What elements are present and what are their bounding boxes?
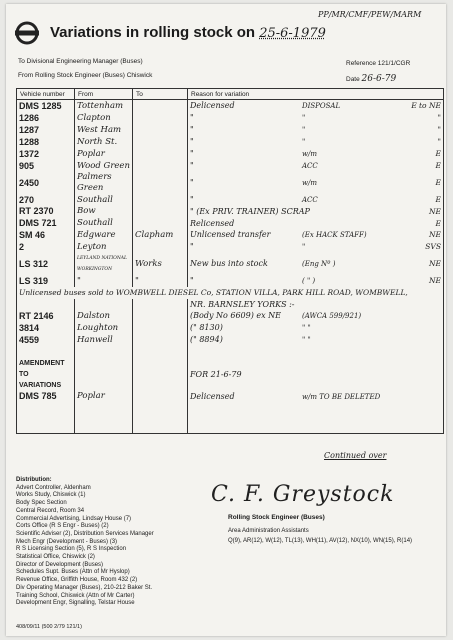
reason-text: Delicensed <box>190 101 235 110</box>
cell-from: Loughton <box>75 322 133 334</box>
row-note: Unlicensed buses sold to WOMBWELL DIESEL Co, STATION VILLA, PARK HILL ROAD, WOMBWELL, <box>17 287 444 299</box>
cell-from: Tottenham <box>75 100 133 113</box>
cell-reason <box>188 346 444 358</box>
cell-to <box>133 206 188 218</box>
table-row <box>17 334 444 346</box>
reason-text: New bus into stock <box>190 259 268 268</box>
distribution-line: Commercial Advertising, Lindsay House (7) <box>16 515 132 522</box>
cell-from: Poplar <box>75 148 133 160</box>
cell-vehicle: 1372 <box>17 148 75 160</box>
title-date: 25-6-1979 <box>259 26 326 41</box>
cell-vehicle: 1288 <box>17 136 75 148</box>
cell-to <box>133 100 188 113</box>
cell-reason <box>188 275 444 287</box>
reason-text: NR. BARNSLEY YORKS :- <box>190 299 295 309</box>
table-row <box>17 391 444 403</box>
from-line: From Rolling Stock Engineer (Buses) Chiswick <box>18 72 153 79</box>
distribution-line: Mech Engr (Development - Buses) (3) <box>16 538 118 545</box>
cell-vehicle: RT 2370 <box>17 206 75 218</box>
table-row <box>17 299 444 311</box>
reason-extra: " <box>302 138 306 146</box>
reason-extra: " " <box>302 336 311 344</box>
reference-label: Reference 121/1/CGR <box>346 60 411 67</box>
reason-extra: ( " ) <box>302 277 316 285</box>
stock-code: SVS <box>425 242 441 251</box>
cell-to <box>133 334 188 346</box>
table-row <box>17 346 444 358</box>
empty-cell <box>133 403 188 434</box>
to-line: To Divisional Engineering Manager (Buses) <box>18 58 143 65</box>
signature: C. F. Greystock <box>211 482 395 507</box>
table-row <box>17 241 444 253</box>
stock-code: " <box>437 125 441 134</box>
cell-reason <box>188 322 444 334</box>
reason-text: " <box>190 113 194 122</box>
cell-to <box>133 391 188 403</box>
area-admin-label: Area Administration Assistants <box>228 528 309 534</box>
distribution-lines <box>16 485 216 608</box>
table-row <box>17 100 444 113</box>
distribution-heading: Distribution: <box>16 477 52 483</box>
empty-cell <box>188 403 444 434</box>
cell-from: Bow <box>75 206 133 218</box>
distribution-line: Training School, Chiswick (Attn of Mr Carter) <box>16 592 135 599</box>
distribution-list <box>16 477 216 608</box>
area-admin-codes: Q(9), AR(12), W(12), TL(13), WH(11), AV(12), NX(10), WN(15), R(14) <box>228 538 413 544</box>
cell-vehicle: AMENDMENT TO VARIATIONS <box>17 358 75 391</box>
cell-vehicle: 1286 <box>17 112 75 124</box>
cell-from: Southall <box>75 218 133 230</box>
cell-vehicle: LS 319 <box>17 275 75 287</box>
cell-vehicle <box>17 346 75 358</box>
cell-to <box>133 136 188 148</box>
reason-text: Delicensed <box>190 391 235 401</box>
cell-reason <box>188 148 444 160</box>
stock-code: NE <box>428 207 441 217</box>
stock-code: E <box>435 218 441 228</box>
cell-vehicle: 905 <box>17 160 75 172</box>
table-row <box>17 229 444 241</box>
cell-to <box>133 322 188 334</box>
cell-vehicle: RT 2146 <box>17 310 75 322</box>
cell-reason <box>188 160 444 172</box>
cell-reason <box>188 218 444 230</box>
table-row <box>17 287 444 299</box>
distribution-line: Works Study, Chiswick (1) <box>16 492 86 499</box>
reason-extra: w/m <box>302 179 317 187</box>
reason-extra: (AWCA 599/921) <box>302 312 362 320</box>
cell-from <box>75 299 133 311</box>
reason-extra: DISPOSAL <box>302 102 341 110</box>
stock-code: E <box>435 195 441 204</box>
reason-text: " (Ex PRIV. TRAINER) SCRAP <box>190 207 310 217</box>
distribution-line: Development Engr, Signalling, Telstar House <box>16 600 135 607</box>
empty-cell <box>75 403 133 434</box>
table-row <box>17 275 444 287</box>
reason-text: (Body No 6609) ex NE <box>190 311 282 320</box>
reason-extra: " <box>302 114 306 122</box>
reason-extra: w/m TO BE DELETED <box>302 392 381 401</box>
cell-vehicle: 2450 <box>17 172 75 194</box>
cell-reason <box>188 241 444 253</box>
col-reason: Reason for variation <box>188 89 444 100</box>
cell-from <box>75 346 133 358</box>
table-row <box>17 124 444 136</box>
reason-text: Relicensed <box>190 218 235 228</box>
title-prefix: Variations in rolling stock on <box>50 24 260 41</box>
cell-vehicle: DMS 1285 <box>17 100 75 113</box>
table-row <box>17 358 444 391</box>
stock-code: E to NE <box>411 101 441 110</box>
cell-from: Poplar <box>75 391 133 403</box>
cell-reason <box>188 229 444 241</box>
cell-from <box>75 358 133 391</box>
cell-vehicle: 4559 <box>17 334 75 346</box>
cell-to <box>133 241 188 253</box>
cell-reason <box>188 310 444 322</box>
distribution-line: Div Operating Manager (Buses), 210-212 Baker St. <box>16 584 153 591</box>
document-page <box>6 4 446 636</box>
reason-text: FOR 21-6-79 <box>190 369 242 379</box>
col-from: From <box>75 89 133 100</box>
london-transport-roundel-logo <box>14 20 40 46</box>
reason-text: " <box>190 137 194 146</box>
table-row <box>17 112 444 124</box>
cell-to <box>133 310 188 322</box>
cell-to <box>133 112 188 124</box>
reason-extra: ACC <box>302 162 318 170</box>
stock-code: E <box>435 178 441 187</box>
table-row <box>17 172 444 194</box>
table-row <box>17 218 444 230</box>
cell-to <box>133 124 188 136</box>
signature-title: Rolling Stock Engineer (Buses) <box>228 514 325 521</box>
table-row <box>17 253 444 275</box>
cell-from: Hanwell <box>75 334 133 346</box>
table-row <box>17 322 444 334</box>
stock-code: E <box>435 149 441 158</box>
date-label-wrap <box>346 74 396 84</box>
cell-to <box>133 172 188 194</box>
cell-reason <box>188 172 444 194</box>
cell-reason <box>188 334 444 346</box>
cell-reason <box>188 358 444 391</box>
table-row <box>17 148 444 160</box>
reason-extra: ACC <box>302 196 318 204</box>
stock-code: NE <box>428 230 441 239</box>
cell-to <box>133 194 188 206</box>
cell-from: LEYLAND NATIONAL WORKINGTON <box>75 253 133 275</box>
table-end <box>17 403 444 434</box>
reason-extra: (Eng Nº ) <box>302 260 336 268</box>
table-row <box>17 194 444 206</box>
cell-to: Clapham <box>133 229 188 241</box>
cell-to <box>133 160 188 172</box>
form-title <box>50 24 326 41</box>
reason-extra: (Ex HACK STAFF) <box>302 231 367 239</box>
reason-extra: w/m <box>302 150 317 158</box>
reason-text: " <box>190 161 194 170</box>
reason-text: Unlicensed transfer <box>190 230 271 239</box>
cell-vehicle <box>17 299 75 311</box>
table-row <box>17 160 444 172</box>
date-label: Date <box>346 76 360 83</box>
table-row <box>17 136 444 148</box>
stock-code: NE <box>428 276 441 285</box>
cell-vehicle: LS 312 <box>17 253 75 275</box>
variations-table <box>16 88 444 434</box>
cell-reason <box>188 391 444 403</box>
reason-text: " <box>190 178 194 187</box>
distribution-line: Statistical Office, Chiswick (2) <box>16 554 95 561</box>
table-row <box>17 310 444 322</box>
cell-to: Works <box>133 253 188 275</box>
cell-reason <box>188 253 444 275</box>
cell-vehicle: DMS 785 <box>17 391 75 403</box>
distribution-line: Corts Office (R S Engr - Buses) (2) <box>16 523 109 530</box>
distribution-line: Revenue Office, Griffith House, Room 432 (2) <box>16 577 138 584</box>
cell-to <box>133 346 188 358</box>
reason-extra: " <box>302 126 306 134</box>
form-code: 408/09/11 (500 2/79 121/1) <box>16 624 82 630</box>
distribution-line: Director of Development (Buses) <box>16 561 104 568</box>
cell-to: " <box>133 275 188 287</box>
distribution-line: R S Licensing Section (5), R S Inspection <box>16 546 127 553</box>
reason-text: (" 8894) <box>190 335 223 344</box>
cell-from: Leyton <box>75 241 133 253</box>
reason-text: " <box>190 276 194 285</box>
cell-reason <box>188 206 444 218</box>
cell-vehicle: DMS 721 <box>17 218 75 230</box>
distribution-line: Schedules Supt. Buses (Attn of Mr Hyslop) <box>16 569 130 576</box>
cell-reason <box>188 194 444 206</box>
cell-to <box>133 218 188 230</box>
cell-from: Wood Green <box>75 160 133 172</box>
cell-from: Southall <box>75 194 133 206</box>
empty-cell <box>17 403 75 434</box>
cell-reason <box>188 299 444 311</box>
stock-code: " <box>437 137 441 146</box>
cell-reason <box>188 100 444 113</box>
cell-from: Dalston <box>75 310 133 322</box>
table-body <box>17 100 444 434</box>
cell-from: Edgware <box>75 229 133 241</box>
distribution-line: Central Record, Room 34 <box>16 507 85 514</box>
reason-text: (" 8130) <box>190 323 223 332</box>
col-vehicle-number: Vehicle number <box>17 89 75 100</box>
reason-text: " <box>190 195 194 204</box>
cell-vehicle: 3814 <box>17 322 75 334</box>
cell-reason <box>188 112 444 124</box>
stock-code: " <box>437 113 441 122</box>
col-to: To <box>133 89 188 100</box>
cell-to <box>133 358 188 391</box>
continued-over: Continued over <box>324 451 387 460</box>
distribution-line: Scientific Adviser (2), Distribution Services Manager <box>16 530 154 537</box>
cell-to <box>133 299 188 311</box>
reason-extra: " " <box>302 324 311 332</box>
reason-text: " <box>190 242 194 251</box>
cell-vehicle: 270 <box>17 194 75 206</box>
table-row <box>17 206 444 218</box>
reason-extra: " <box>302 243 306 251</box>
cell-from: West Ham <box>75 124 133 136</box>
cell-vehicle: 2 <box>17 241 75 253</box>
reason-text: " <box>190 149 194 158</box>
stock-code: E <box>435 161 441 170</box>
cell-from: Clapton <box>75 112 133 124</box>
date-value: 26-6-79 <box>361 74 397 84</box>
cell-vehicle: SM 46 <box>17 229 75 241</box>
stock-code: NE <box>428 259 441 268</box>
cell-from: " <box>75 275 133 287</box>
reason-text: " <box>190 125 194 134</box>
cell-vehicle: 1287 <box>17 124 75 136</box>
cell-from: Palmers Green <box>75 172 133 194</box>
cell-reason <box>188 124 444 136</box>
initials: PP/MR/CMF/PEW/MARM <box>318 10 422 19</box>
cell-from: North St. <box>75 136 133 148</box>
distribution-line: Body Spec Section <box>16 500 67 507</box>
cell-reason <box>188 136 444 148</box>
distribution-line: Advert Controller, Aldenham <box>16 484 91 491</box>
cell-to <box>133 148 188 160</box>
